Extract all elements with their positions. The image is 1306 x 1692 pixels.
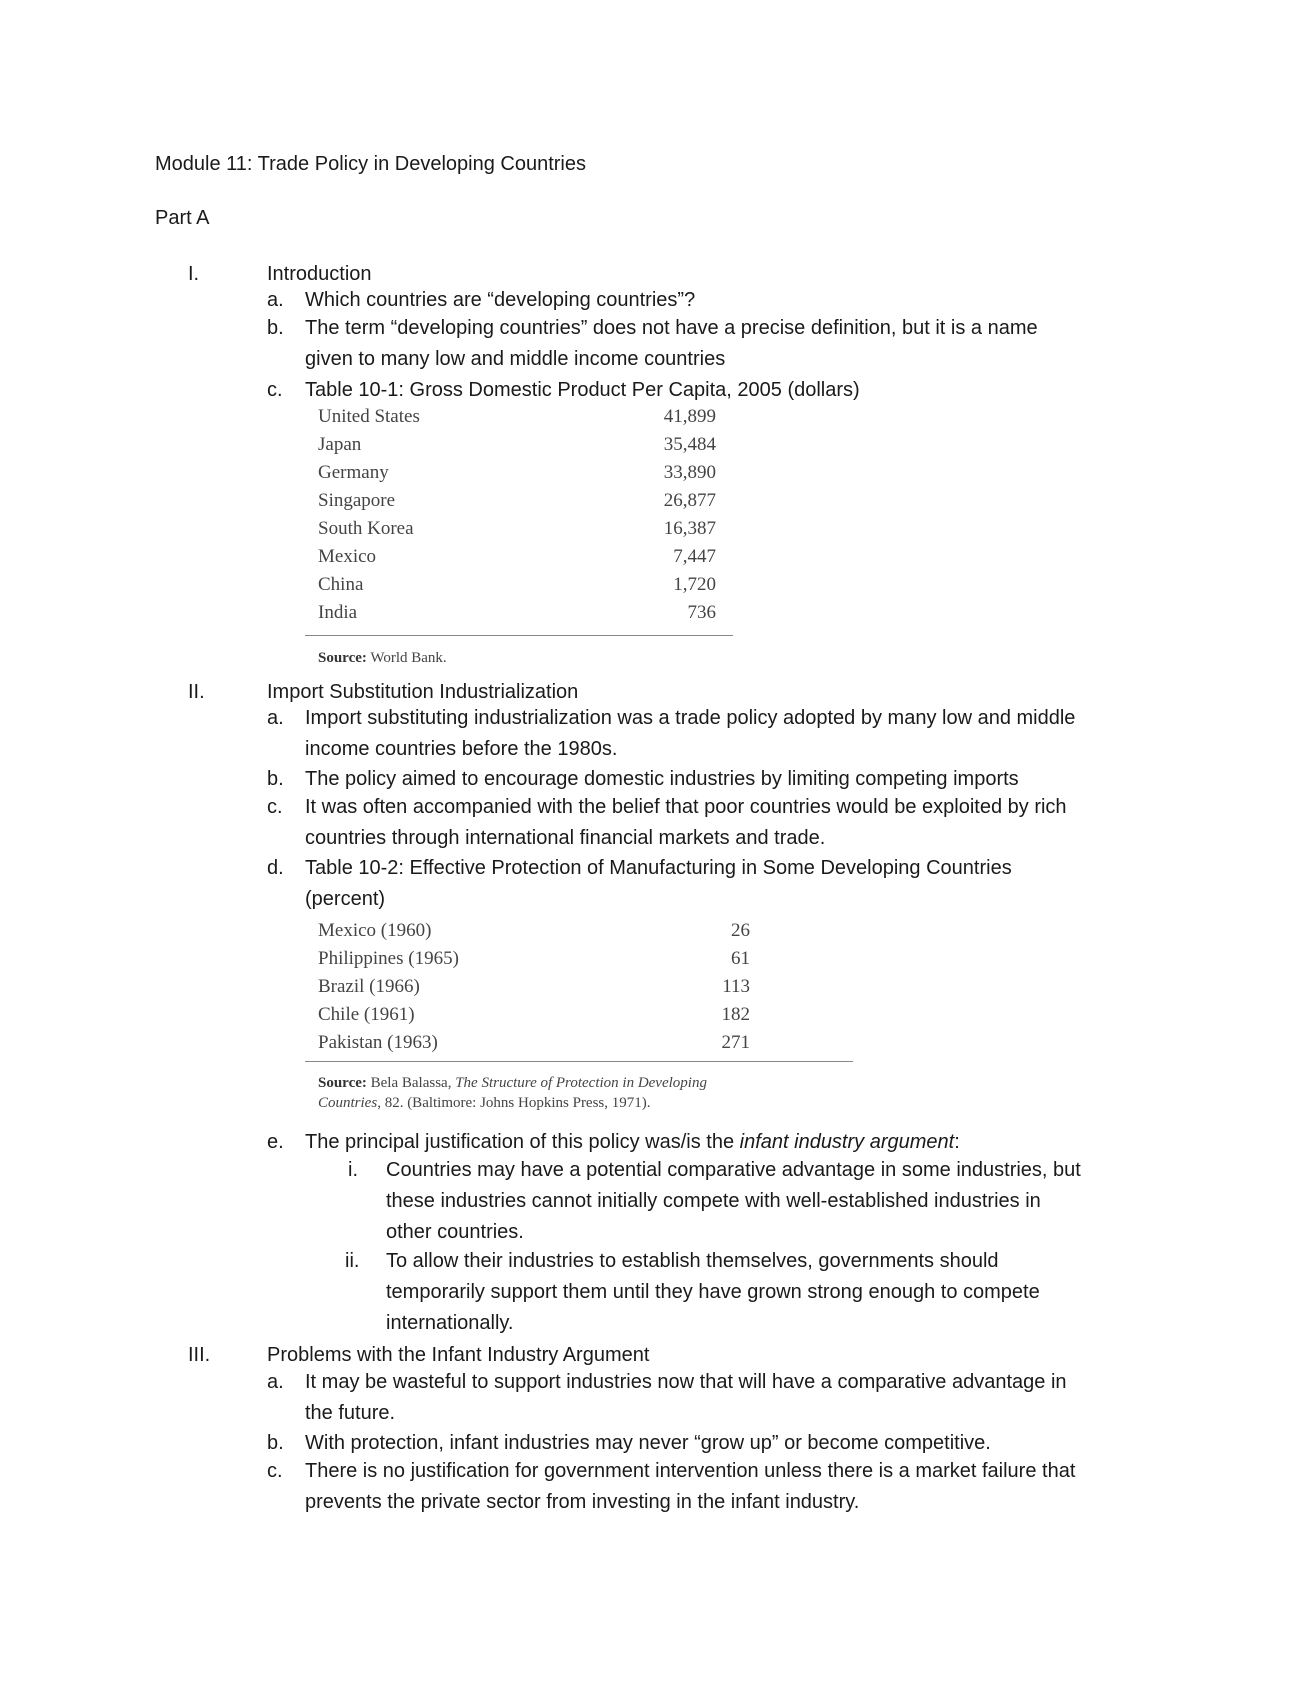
country-cell: Mexico (1960) <box>318 920 432 941</box>
sub-list-item: i. Countries may have a potential comparative advantage in some industries, but these industries cannot initially compete with well-established industries in other countries. <box>348 1159 1081 1243</box>
value-cell: 736 <box>687 602 716 623</box>
value-cell: 182 <box>721 1004 750 1025</box>
country-cell: Pakistan (1963) <box>318 1032 438 1053</box>
list-item: c. It was often accompanied with the belief that poor countries would be exploited by rich countries through international financial markets and trade. <box>267 796 1067 849</box>
country-cell: Brazil (1966) <box>318 976 420 997</box>
protection-table <box>318 917 750 1057</box>
country-cell: India <box>318 602 358 623</box>
table-row <box>318 973 750 1001</box>
value-cell: 16,387 <box>663 518 716 539</box>
list-item: c. There is no justification for government intervention unless there is a market failure that prevents the private sector from investing in the infant industry. <box>267 1460 1076 1513</box>
table-row <box>318 571 716 599</box>
table-row <box>318 459 716 487</box>
value-cell: 7,447 <box>673 546 716 567</box>
table-row <box>318 599 716 627</box>
table-row <box>318 543 716 571</box>
table-row <box>318 1029 750 1057</box>
table-rule <box>305 1061 853 1062</box>
value-cell: 61 <box>731 948 750 969</box>
table-row <box>318 431 716 459</box>
country-cell: South Korea <box>318 518 414 539</box>
gdp-table <box>318 403 716 627</box>
list-item: a. It may be wasteful to support industries now that will have a comparative advantage in the future. <box>267 1371 1067 1424</box>
list-item: a. Import substituting industrialization was a trade policy adopted by many low and middle income countries before the 1980s. <box>267 707 1076 760</box>
value-cell: 26 <box>731 920 750 941</box>
section-title: Introduction <box>267 263 372 285</box>
country-cell: Chile (1961) <box>318 1004 415 1025</box>
section-number: III. <box>188 1344 211 1366</box>
table-row <box>318 487 716 515</box>
table-row <box>318 945 750 973</box>
table-source: Source: Bela Balassa, The Structure of Protection in Developing Countries, 82. (Baltimore: Johns Hopkins Press, 1971). <box>318 1075 707 1111</box>
country-cell: Germany <box>318 462 389 483</box>
section-title: Problems with the Infant Industry Argument <box>267 1344 650 1366</box>
sub-list-item: ii. To allow their industries to establish themselves, governments should temporarily support them until they have grown strong enough to compete internationally. <box>345 1250 1040 1334</box>
country-cell: Singapore <box>318 490 396 511</box>
section-title: Import Substitution Industrialization <box>267 681 579 703</box>
value-cell: 271 <box>721 1032 750 1053</box>
value-cell: 33,890 <box>663 462 716 483</box>
section-number: II. <box>188 681 205 703</box>
table-row <box>318 1001 750 1029</box>
section-number: I. <box>188 263 200 285</box>
country-cell: Japan <box>318 434 362 455</box>
value-cell: 26,877 <box>663 490 716 511</box>
table-row <box>318 917 750 945</box>
country-cell: United States <box>318 406 420 427</box>
document-page: Module 11: Trade Policy in Developing Countries Part A I. Introduction a. Which countries are “developing countries”? b. The term “developing countries” does not have a precise definition, but it is a name given to many low and middle income countries c. Table 10-1: Gross Domestic Product Per Capita, 2005 (dollars) United States 41,899 Japan 35,484 Germany 33,890 Singapore 26,877 South Korea 16,387 Mexico 7,447 China 1,720 India 736 Source: World Bank. II. Import Substitution Industrialization a. Import substituting industrialization was a trade policy adopted by many low and middle income countries before the 1980s. b. The policy aimed to encourage domestic industries by limiting competing imports c. It was often accompanied with the belief that poor countries would be exploited by rich countries through international financial markets and trade. d. Table 10-2: Effective Protection of Manufacturing in Some Developing Countries (percent) Mexico (1960) 26 Philippines (1965) 61 Brazil (1966) 113 Chile (1961) 182 Pakistan (1963) 271 Source: Bela Balassa, The Structure of Protection in Developing Countries, 82. (Baltimore: Johns Hopkins Press, 1971). e. The principal justification of this policy was/is the infant industry argument: i. Countries may have a potential comparative advantage in some industries, but these industries cannot initially compete with well-established industries in other countries. ii. To allow their industries to establish themselves, governments should temporarily support them until they have grown strong enough to compete internationally. III. Problems with the Infant Industry Argument a. It may be wasteful to support industries now that will have a comparative advantage in the future. b. With protection, infant industries may never “grow up” or become competitive. c. There is no justification for government intervention unless there is a market failure that prevents the private sector from investing in the infant industry. <box>0 0 1306 1692</box>
table-source: Source: World Bank. <box>318 650 447 666</box>
value-cell: 41,899 <box>663 406 716 427</box>
part-heading: Part A <box>155 207 210 229</box>
country-cell: Philippines (1965) <box>318 948 459 969</box>
value-cell: 1,720 <box>673 574 716 595</box>
table-row <box>318 403 716 431</box>
value-cell: 35,484 <box>663 434 716 455</box>
country-cell: Mexico <box>318 546 377 567</box>
country-cell: China <box>318 574 364 595</box>
value-cell: 113 <box>722 976 750 997</box>
table-row <box>318 515 716 543</box>
list-item: b. The term “developing countries” does not have a precise definition, but it is a name given to many low and middle income countries <box>267 317 1038 370</box>
document-title: Module 11: Trade Policy in Developing Countries <box>155 153 586 175</box>
table-rule <box>305 635 733 636</box>
list-item: d. Table 10-2: Effective Protection of Manufacturing in Some Developing Countries (percent) <box>267 857 1012 910</box>
